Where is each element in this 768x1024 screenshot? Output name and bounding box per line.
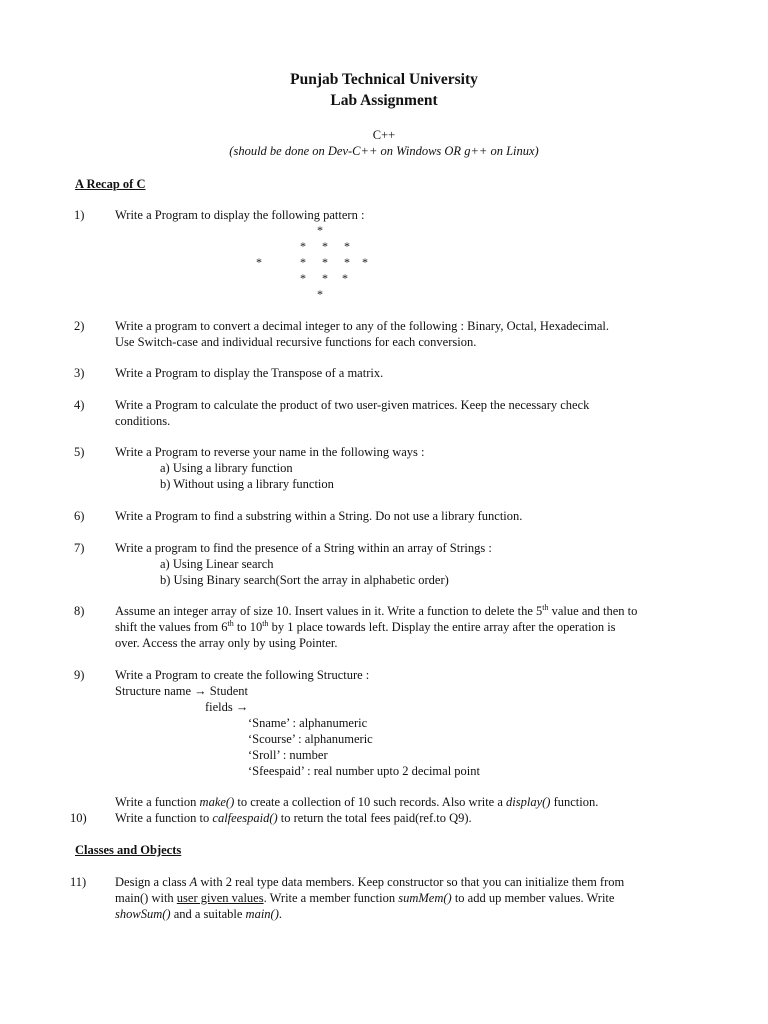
ordinal-suffix: th — [262, 618, 269, 628]
q8-line2-part: shift the values from 6 — [115, 620, 228, 634]
q8-line2 — [115, 619, 616, 635]
q9-function-part: to create a collection of 10 such records. Also write a — [234, 795, 507, 809]
q9-text: Write a Program to create the following Structure : — [115, 668, 370, 682]
q11-line3 — [115, 906, 282, 922]
q5-option-b: b) Without using a library function — [160, 477, 334, 491]
ordinal-suffix: th — [227, 618, 234, 628]
star: * — [322, 239, 328, 253]
q7-text: Write a program to find the presence of a String within an array of Strings : — [115, 541, 492, 555]
q9-function-line — [115, 794, 598, 810]
q8-line1 — [115, 603, 637, 619]
q9-field: ‘Sfeespaid’ : real number upto 2 decimal point — [248, 764, 480, 778]
university-title: Punjab Technical University — [290, 71, 478, 88]
q11-part: with 2 real type data members. Keep constructor so that you can initialize them from — [197, 875, 625, 889]
q10-text — [115, 810, 472, 826]
q6-text: Write a Program to find a substring within a String. Do not use a library function. — [115, 509, 523, 523]
q11-number: 11) — [70, 875, 87, 889]
q3-text: Write a Program to display the Transpose of a matrix. — [115, 366, 384, 380]
q3-number: 3) — [74, 366, 85, 380]
q1-text: Write a Program to display the following pattern : — [115, 208, 365, 222]
star: * — [300, 239, 306, 253]
q11-part: Design a class — [115, 875, 190, 889]
q9-fields-label: fields → — [205, 700, 249, 714]
q1-number: 1) — [74, 208, 85, 222]
showsum-function-name: showSum() — [115, 907, 171, 921]
q2-number: 2) — [74, 319, 85, 333]
star: * — [317, 223, 323, 237]
summem-function-name: sumMem() — [398, 891, 452, 905]
assignment-title: Lab Assignment — [330, 92, 438, 109]
star: * — [300, 255, 306, 269]
q7-option-a: a) Using Linear search — [160, 557, 274, 571]
q7-option-b: b) Using Binary search(Sort the array in alphabetic order) — [160, 573, 449, 587]
language-heading: C++ — [372, 128, 396, 142]
main-function-name: main() — [245, 907, 279, 921]
q9-function-part: function. — [550, 795, 599, 809]
q11-part: . Write a member function — [263, 891, 399, 905]
star: * — [317, 287, 323, 301]
q8-line1-part: Assume an integer array of size 10. Insert values in it. Write a function to delete the 5 — [115, 604, 543, 618]
star: * — [344, 239, 350, 253]
q6-number: 6) — [74, 509, 85, 523]
q11-part: to add up member values. Write — [451, 891, 615, 905]
star: * — [362, 255, 368, 269]
q9-field: ‘Scourse’ : alphanumeric — [248, 732, 373, 746]
q11-part: . — [278, 907, 282, 921]
section-classes-title: Classes and Objects — [75, 843, 182, 857]
star: * — [344, 255, 350, 269]
platform-note — [0, 143, 768, 159]
q8-line1-part: value and then to — [548, 604, 638, 618]
star: * — [322, 255, 328, 269]
q11-line1 — [115, 874, 624, 890]
star: * — [300, 271, 306, 285]
q4-line1: Write a Program to calculate the product of two user-given matrices. Keep the necessary check — [115, 398, 590, 412]
q2-line2: Use Switch-case and individual recursive functions for each conversion. — [115, 335, 477, 349]
q9-field: ‘Sname’ : alphanumeric — [248, 716, 368, 730]
q9-field: ‘Sroll’ : number — [248, 748, 328, 762]
star: * — [256, 255, 262, 269]
section-recap-title: A Recap of C — [75, 177, 146, 191]
q11-line2 — [115, 890, 614, 906]
q10-number: 10) — [70, 811, 87, 825]
q10-part: to return the total fees paid(ref.to Q9). — [277, 811, 472, 825]
q8-line2-part: to 10 — [233, 620, 263, 634]
q4-number: 4) — [74, 398, 85, 412]
q10-part: Write a function to — [115, 811, 213, 825]
ordinal-suffix: th — [542, 602, 549, 612]
q5-option-a: a) Using a library function — [160, 461, 293, 475]
display-function-name: display() — [506, 795, 551, 809]
q5-number: 5) — [74, 445, 85, 459]
q8-line2-part: by 1 place towards left. Display the entire array after the operation is — [268, 620, 616, 634]
q9-function-part: Write a function — [115, 795, 200, 809]
platform-note-text: (should be done on Dev-C++ on Windows OR g++ on Linux) — [229, 144, 539, 158]
q4-line2: conditions. — [115, 414, 171, 428]
q11-part: main() with — [115, 891, 177, 905]
user-given-values-underlined: user given values — [176, 891, 264, 905]
q2-line1: Write a program to convert a decimal integer to any of the following : Binary, Octal, Hexadecimal. — [115, 319, 609, 333]
q7-number: 7) — [74, 541, 85, 555]
q8-number: 8) — [74, 604, 85, 618]
q8-line3: over. Access the array only by using Pointer. — [115, 636, 338, 650]
q9-number: 9) — [74, 668, 85, 682]
star: * — [322, 271, 328, 285]
class-name: A — [189, 875, 198, 889]
make-function-name: make() — [199, 795, 235, 809]
star: * — [342, 271, 348, 285]
calfeespaid-function-name: calfeespaid() — [212, 811, 278, 825]
q5-text: Write a Program to reverse your name in the following ways : — [115, 445, 425, 459]
q11-part: and a suitable — [170, 907, 246, 921]
q9-structure-name: Structure name → Student — [115, 684, 248, 698]
